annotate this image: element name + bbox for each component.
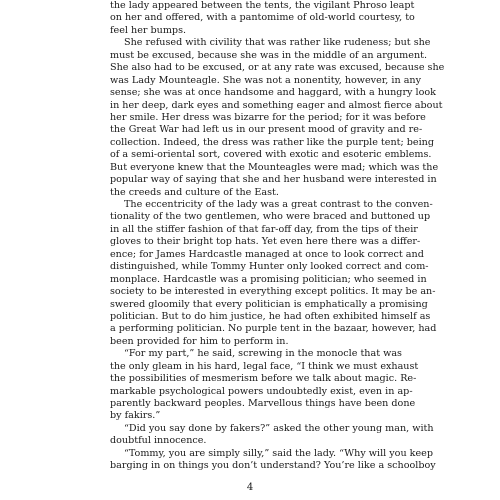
text-line: politician. But to do him justice, he had often exhibited himself as: [110, 310, 431, 322]
text-line: the only gleam in his hard, legal face, “I think we must exhaust: [110, 360, 419, 372]
page-number: 4: [246, 482, 254, 493]
text-line: been provided for him to perform in.: [110, 335, 289, 347]
text-line: in all the stiffer fashion of that far-off day, from the tips of their: [110, 223, 418, 235]
text-line: in her deep, dark eyes and something eager and almost fierce about: [110, 99, 443, 111]
text-line: But everyone knew that the Mounteagles were mad; which was the: [110, 161, 439, 173]
text-line: monplace. Hardcastle was a promising politician; who seemed in: [110, 273, 427, 285]
text-line: tionality of the two gentlemen, who were braced and buttoned up: [110, 211, 431, 223]
text-line: on her and offered, with a pantomime of old-world courtesy, to: [110, 12, 415, 24]
text-line: society to be interested in everything except politics. It may be an-: [110, 286, 436, 298]
text-line: by fakirs.”: [110, 410, 161, 422]
text-line: was Lady Mounteagle. She was not a nonentity, however, in any: [110, 74, 422, 86]
text-line: “Did you say done by fakers?” asked the other young man, with: [124, 422, 434, 434]
text-line: “For my part,” he said, screwing in the monocle that was: [124, 348, 402, 360]
text-line: of a semi-oriental sort, covered with exotic and esoteric emblems.: [110, 149, 432, 161]
text-line: collection. Indeed, the dress was rather like the purple tent; being: [110, 136, 434, 148]
text-line: The eccentricity of the lady was a great contrast to the conven-: [124, 199, 433, 210]
text-line: markable psychological powers undoubtedly exist, even in ap-: [110, 385, 413, 397]
text-line: ence; for James Hardcastle managed at once to look correct and: [110, 248, 424, 260]
text-line: She also had to be excused, or at any rate was excused, because she: [110, 62, 445, 74]
text-line: gloves to their bright top hats. Yet even here there was a differ-: [110, 236, 421, 248]
text-line: swered gloomily that every politician is emphatically a promising: [110, 298, 428, 310]
text-line: barging in on things you don’t understand? You’re like a schoolboy: [110, 460, 436, 472]
text-line: doubtful innocence.: [110, 435, 207, 447]
text-line: her smile. Her dress was bizarre for the period; for it was before: [110, 111, 426, 123]
text-line: the possibilities of mesmerism before we talk about magic. Re-: [110, 373, 417, 385]
text-line: She refused with civility that was rather like rudeness; but she: [124, 37, 431, 49]
text-line: a performing politician. No purple tent in the bazaar, however, had: [110, 323, 437, 335]
text-line: “Tommy, you are simply silly,” said the lady. “Why will you keep: [124, 447, 433, 459]
text-line: the creeds and culture of the East.: [110, 186, 279, 198]
text-line: the Great War had left us in our present mood of gravity and re-: [110, 124, 423, 136]
text-line: the lady appeared between the tents, the vigilant Phroso leapt: [110, 0, 415, 11]
text-line: parently backward peoples. Marvellous things have been done: [110, 398, 416, 409]
body-text: [110, 0, 445, 473]
text-line: must be excused, because she was in the middle of an argument.: [110, 49, 428, 61]
text-line: popular way of saying that she and her husband were interested in: [110, 174, 437, 186]
text-line: distinguished, while Tommy Hunter only looked correct and com-: [110, 261, 429, 273]
text-line: feel her bumps.: [110, 24, 187, 36]
text-line: sense; she was at once handsome and haggard, with a hungry look: [110, 87, 436, 99]
